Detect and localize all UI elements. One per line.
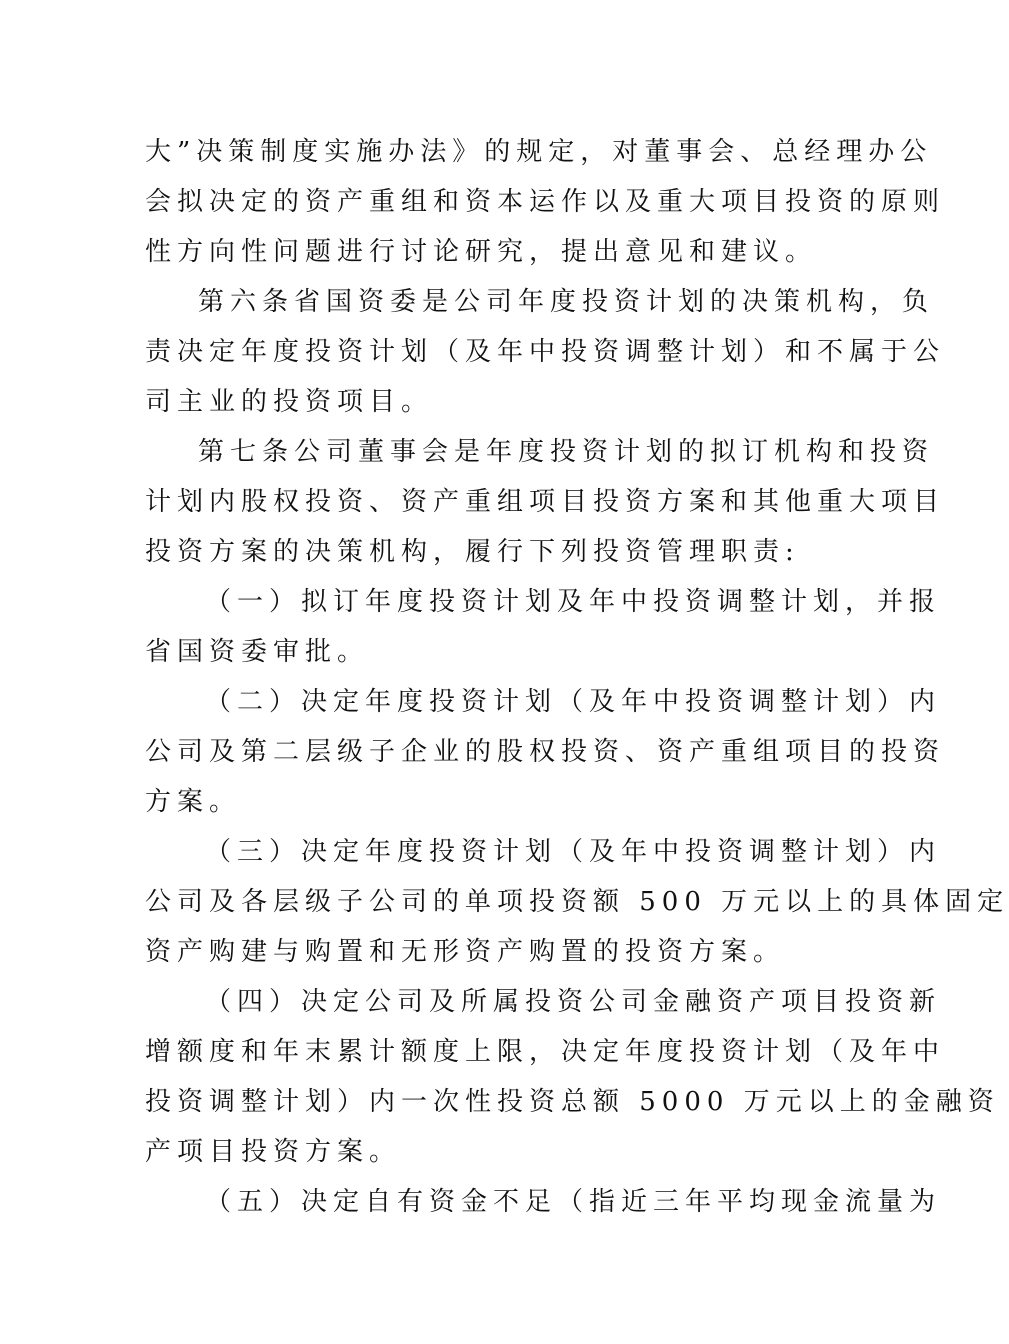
text-line-06: 司主业的投资项目。 <box>145 387 434 417</box>
text-line-13: 公司及第二层级子企业的股权投资、资产重组项目的投资 <box>145 737 946 767</box>
text-line-19: 增额度和年末累计额度上限，决定年度投资计划（及年中 <box>145 1037 946 1067</box>
text-line-02: 会拟决定的资产重组和资本运作以及重大项目投资的原则 <box>145 187 946 217</box>
text-line-10: （一）拟订年度投资计划及年中投资调整计划，并报 <box>205 587 942 617</box>
text-line-08: 计划内股权投资、资产重组项目投资方案和其他重大项目 <box>145 487 946 517</box>
text-line-03: 性方向性问题进行讨论研究，提出意见和建议。 <box>145 237 818 267</box>
text-line-05: 责决定年度投资计划（及年中投资调整计划）和不属于公 <box>145 337 946 367</box>
text-line-22: （五）决定自有资金不足（指近三年平均现金流量为 <box>205 1187 942 1217</box>
text-line-04: 第六条省国资委是公司年度投资计划的决策机构，负 <box>198 287 935 317</box>
text-line-11: 省国资委审批。 <box>145 637 370 667</box>
text-line-18: （四）决定公司及所属投资公司金融资产项目投资新 <box>205 987 942 1017</box>
text-line-16: 公司及各层级子公司的单项投资额 500 万元以上的具体固定 <box>145 887 1009 917</box>
text-line-09: 投资方案的决策机构，履行下列投资管理职责: <box>145 537 800 567</box>
text-line-17: 资产购建与购置和无形资产购置的投资方案。 <box>145 937 786 967</box>
text-line-21: 产项目投资方案。 <box>145 1137 402 1167</box>
text-line-20: 投资调整计划）内一次性投资总额 5000 万元以上的金融资 <box>145 1087 1000 1117</box>
text-line-07: 第七条公司董事会是年度投资计划的拟订机构和投资 <box>198 437 935 467</box>
text-line-12: （二）决定年度投资计划（及年中投资调整计划）内 <box>205 687 942 717</box>
text-line-14: 方案。 <box>145 787 242 817</box>
text-line-01: 大”决策制度实施办法》的规定，对董事会、总经理办公 <box>145 137 933 167</box>
text-line-15: （三）决定年度投资计划（及年中投资调整计划）内 <box>205 837 942 867</box>
